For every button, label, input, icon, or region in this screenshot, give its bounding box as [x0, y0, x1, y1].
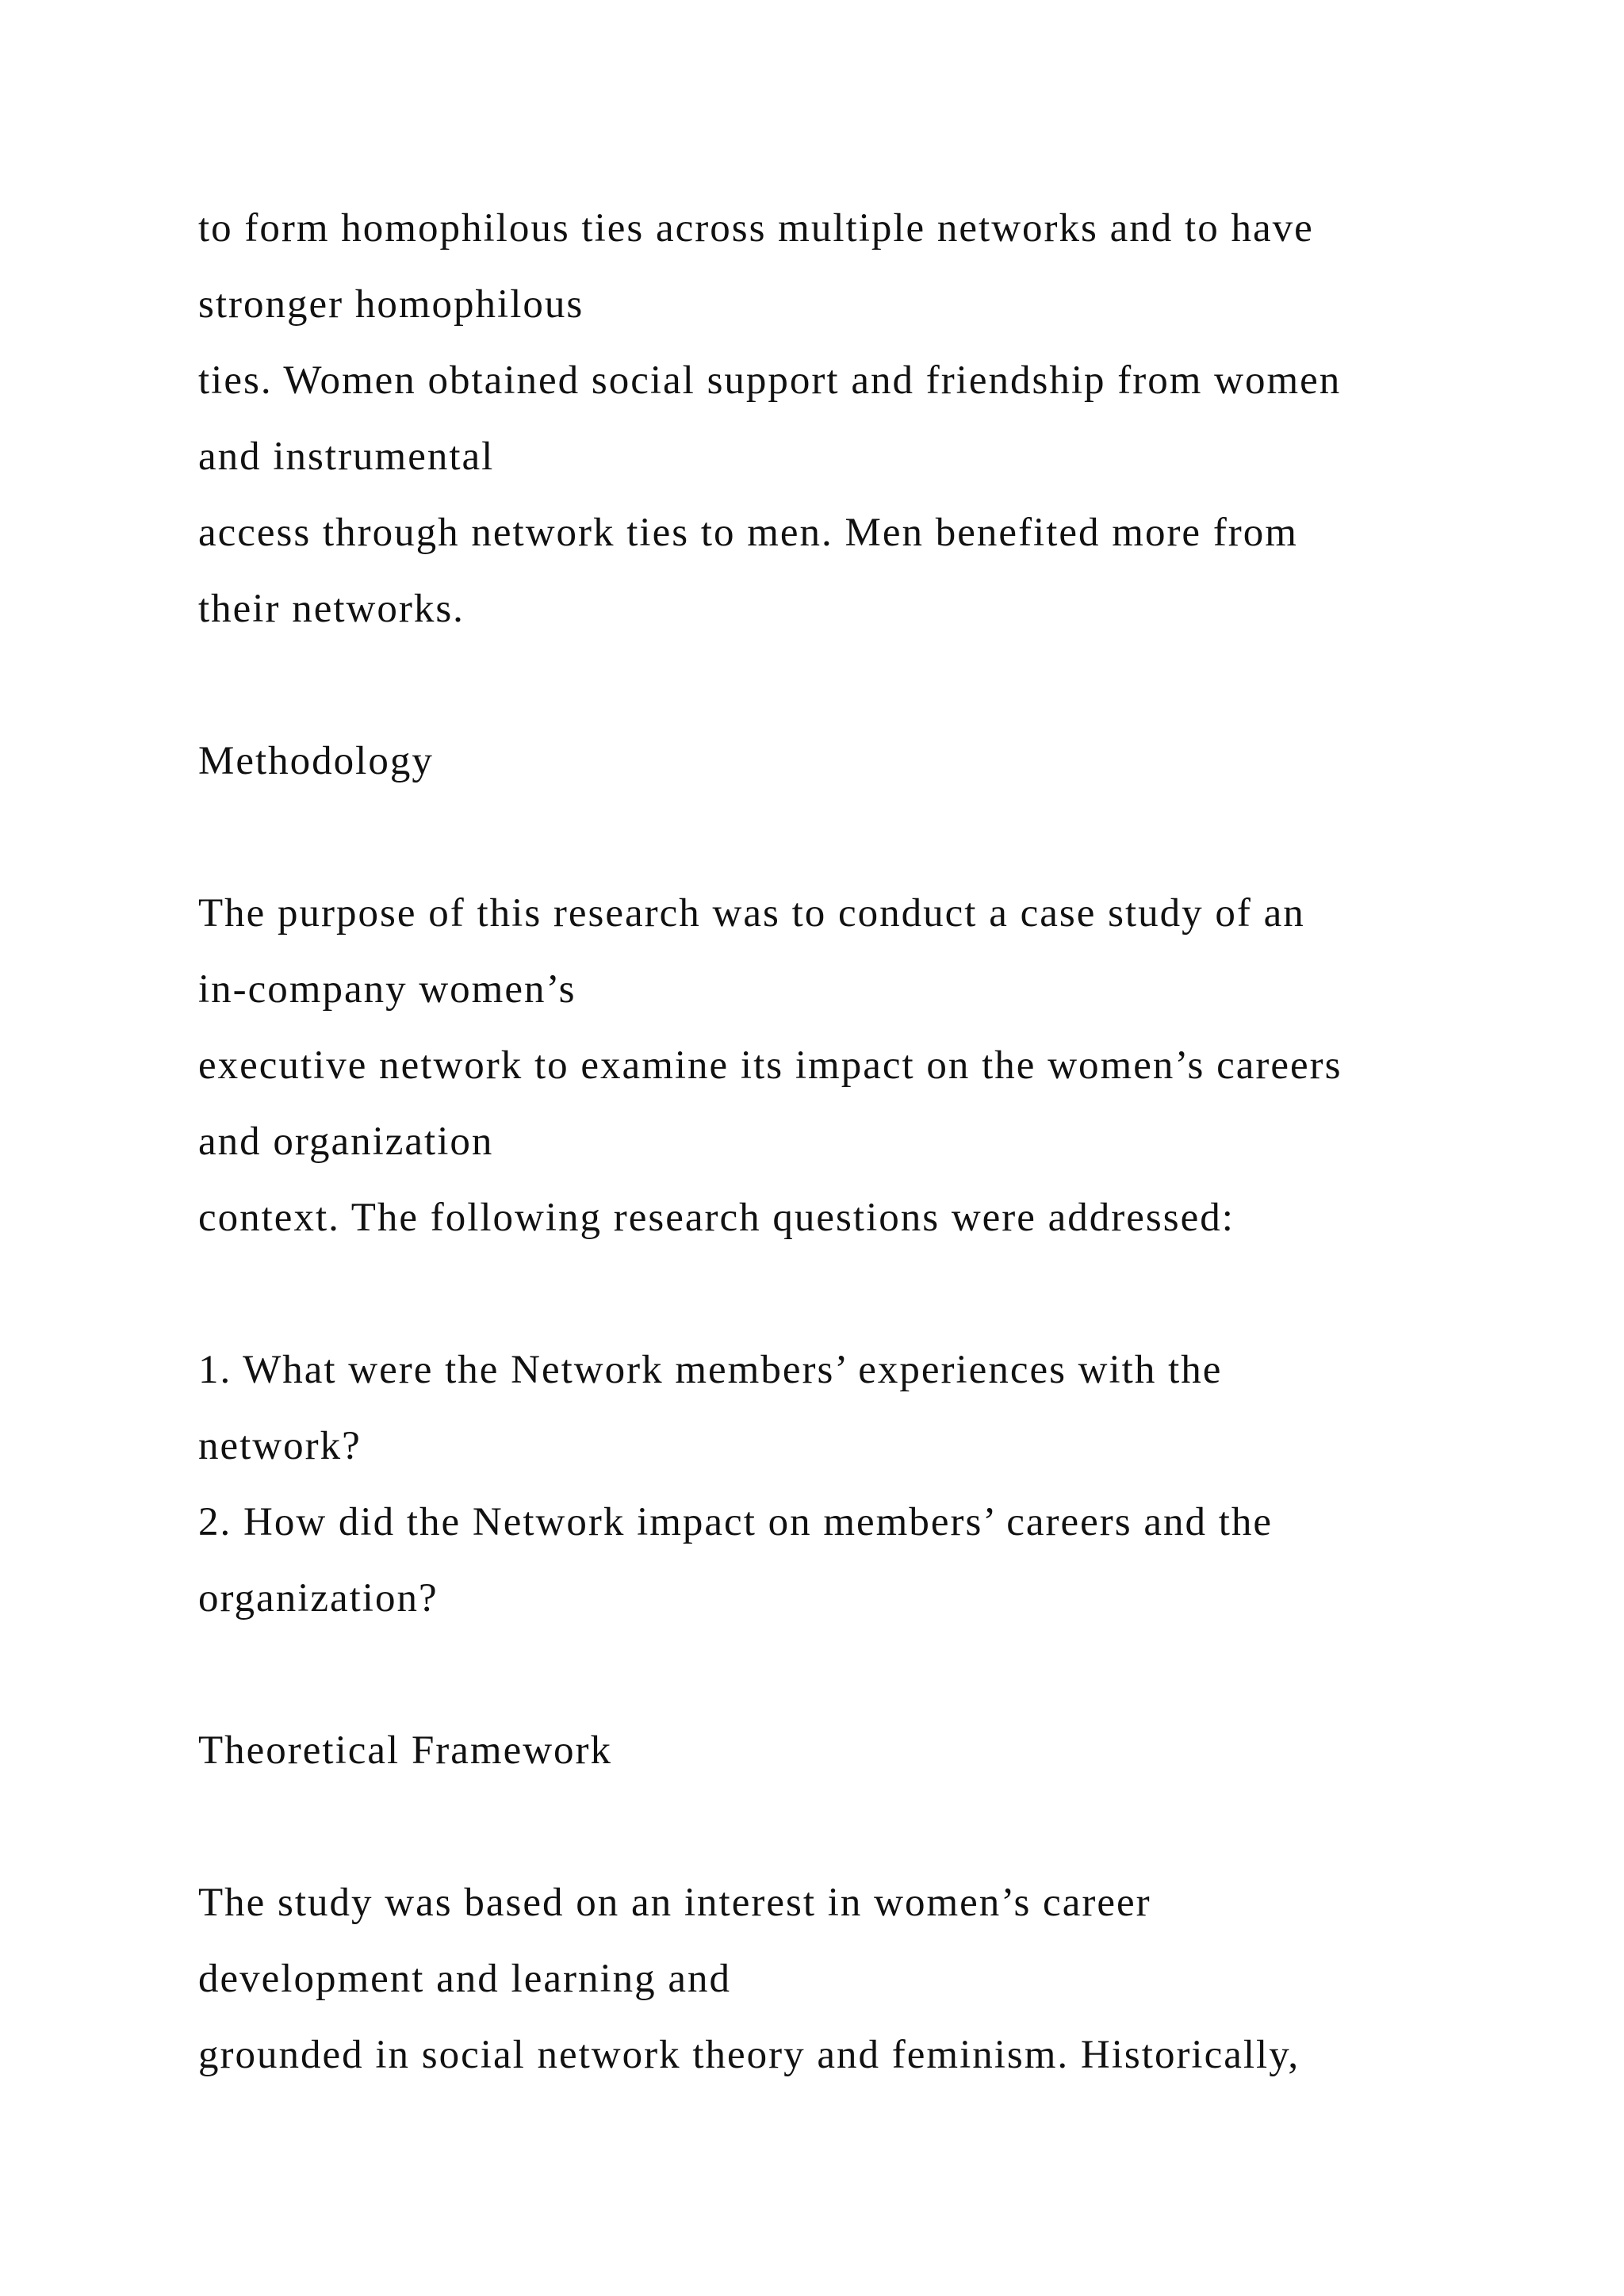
text-line: organization?	[198, 1576, 439, 1621]
text-line: development and learning and	[198, 1957, 732, 2001]
blank-line	[198, 1636, 1546, 1712]
text-line: context. The following research questions were addressed:	[198, 1196, 1235, 1240]
text-line: stronger homophilous	[198, 282, 584, 327]
text-line: network?	[198, 1424, 362, 1468]
text-line: in-company women’s	[198, 967, 576, 1012]
methodology-paragraph	[198, 875, 1546, 1256]
intro-paragraph	[198, 190, 1546, 647]
text-line: and organization	[198, 1119, 494, 1164]
text-line: The purpose of this research was to conduct a case study of an	[198, 891, 1305, 936]
section-heading-methodology: Methodology	[198, 739, 434, 783]
text-line: grounded in social network theory and feminism. Historically,	[198, 2033, 1300, 2077]
theoretical-framework-paragraph	[198, 1865, 1546, 2093]
text-line: to form homophilous ties across multiple networks and to have	[198, 206, 1314, 251]
text-line: The study was based on an interest in women’s career	[198, 1881, 1151, 1925]
blank-line	[198, 647, 1546, 723]
blank-line	[198, 799, 1546, 875]
section-heading-theoretical-framework: Theoretical Framework	[198, 1728, 613, 1773]
research-questions-list	[198, 1332, 1546, 1636]
text-line: access through network ties to men. Men benefited more from	[198, 511, 1298, 555]
text-line: ties. Women obtained social support and friendship from women	[198, 358, 1342, 403]
blank-line	[198, 1789, 1546, 1865]
text-line: and instrumental	[198, 434, 495, 479]
text-line: executive network to examine its impact on the women’s careers	[198, 1043, 1342, 1088]
document-body	[198, 190, 1546, 2093]
blank-line	[198, 1256, 1546, 1332]
text-line: their networks.	[198, 587, 465, 631]
text-line: 2. How did the Network impact on members’ careers and the	[198, 1500, 1274, 1544]
text-line: 1. What were the Network members’ experiences with the	[198, 1348, 1223, 1392]
